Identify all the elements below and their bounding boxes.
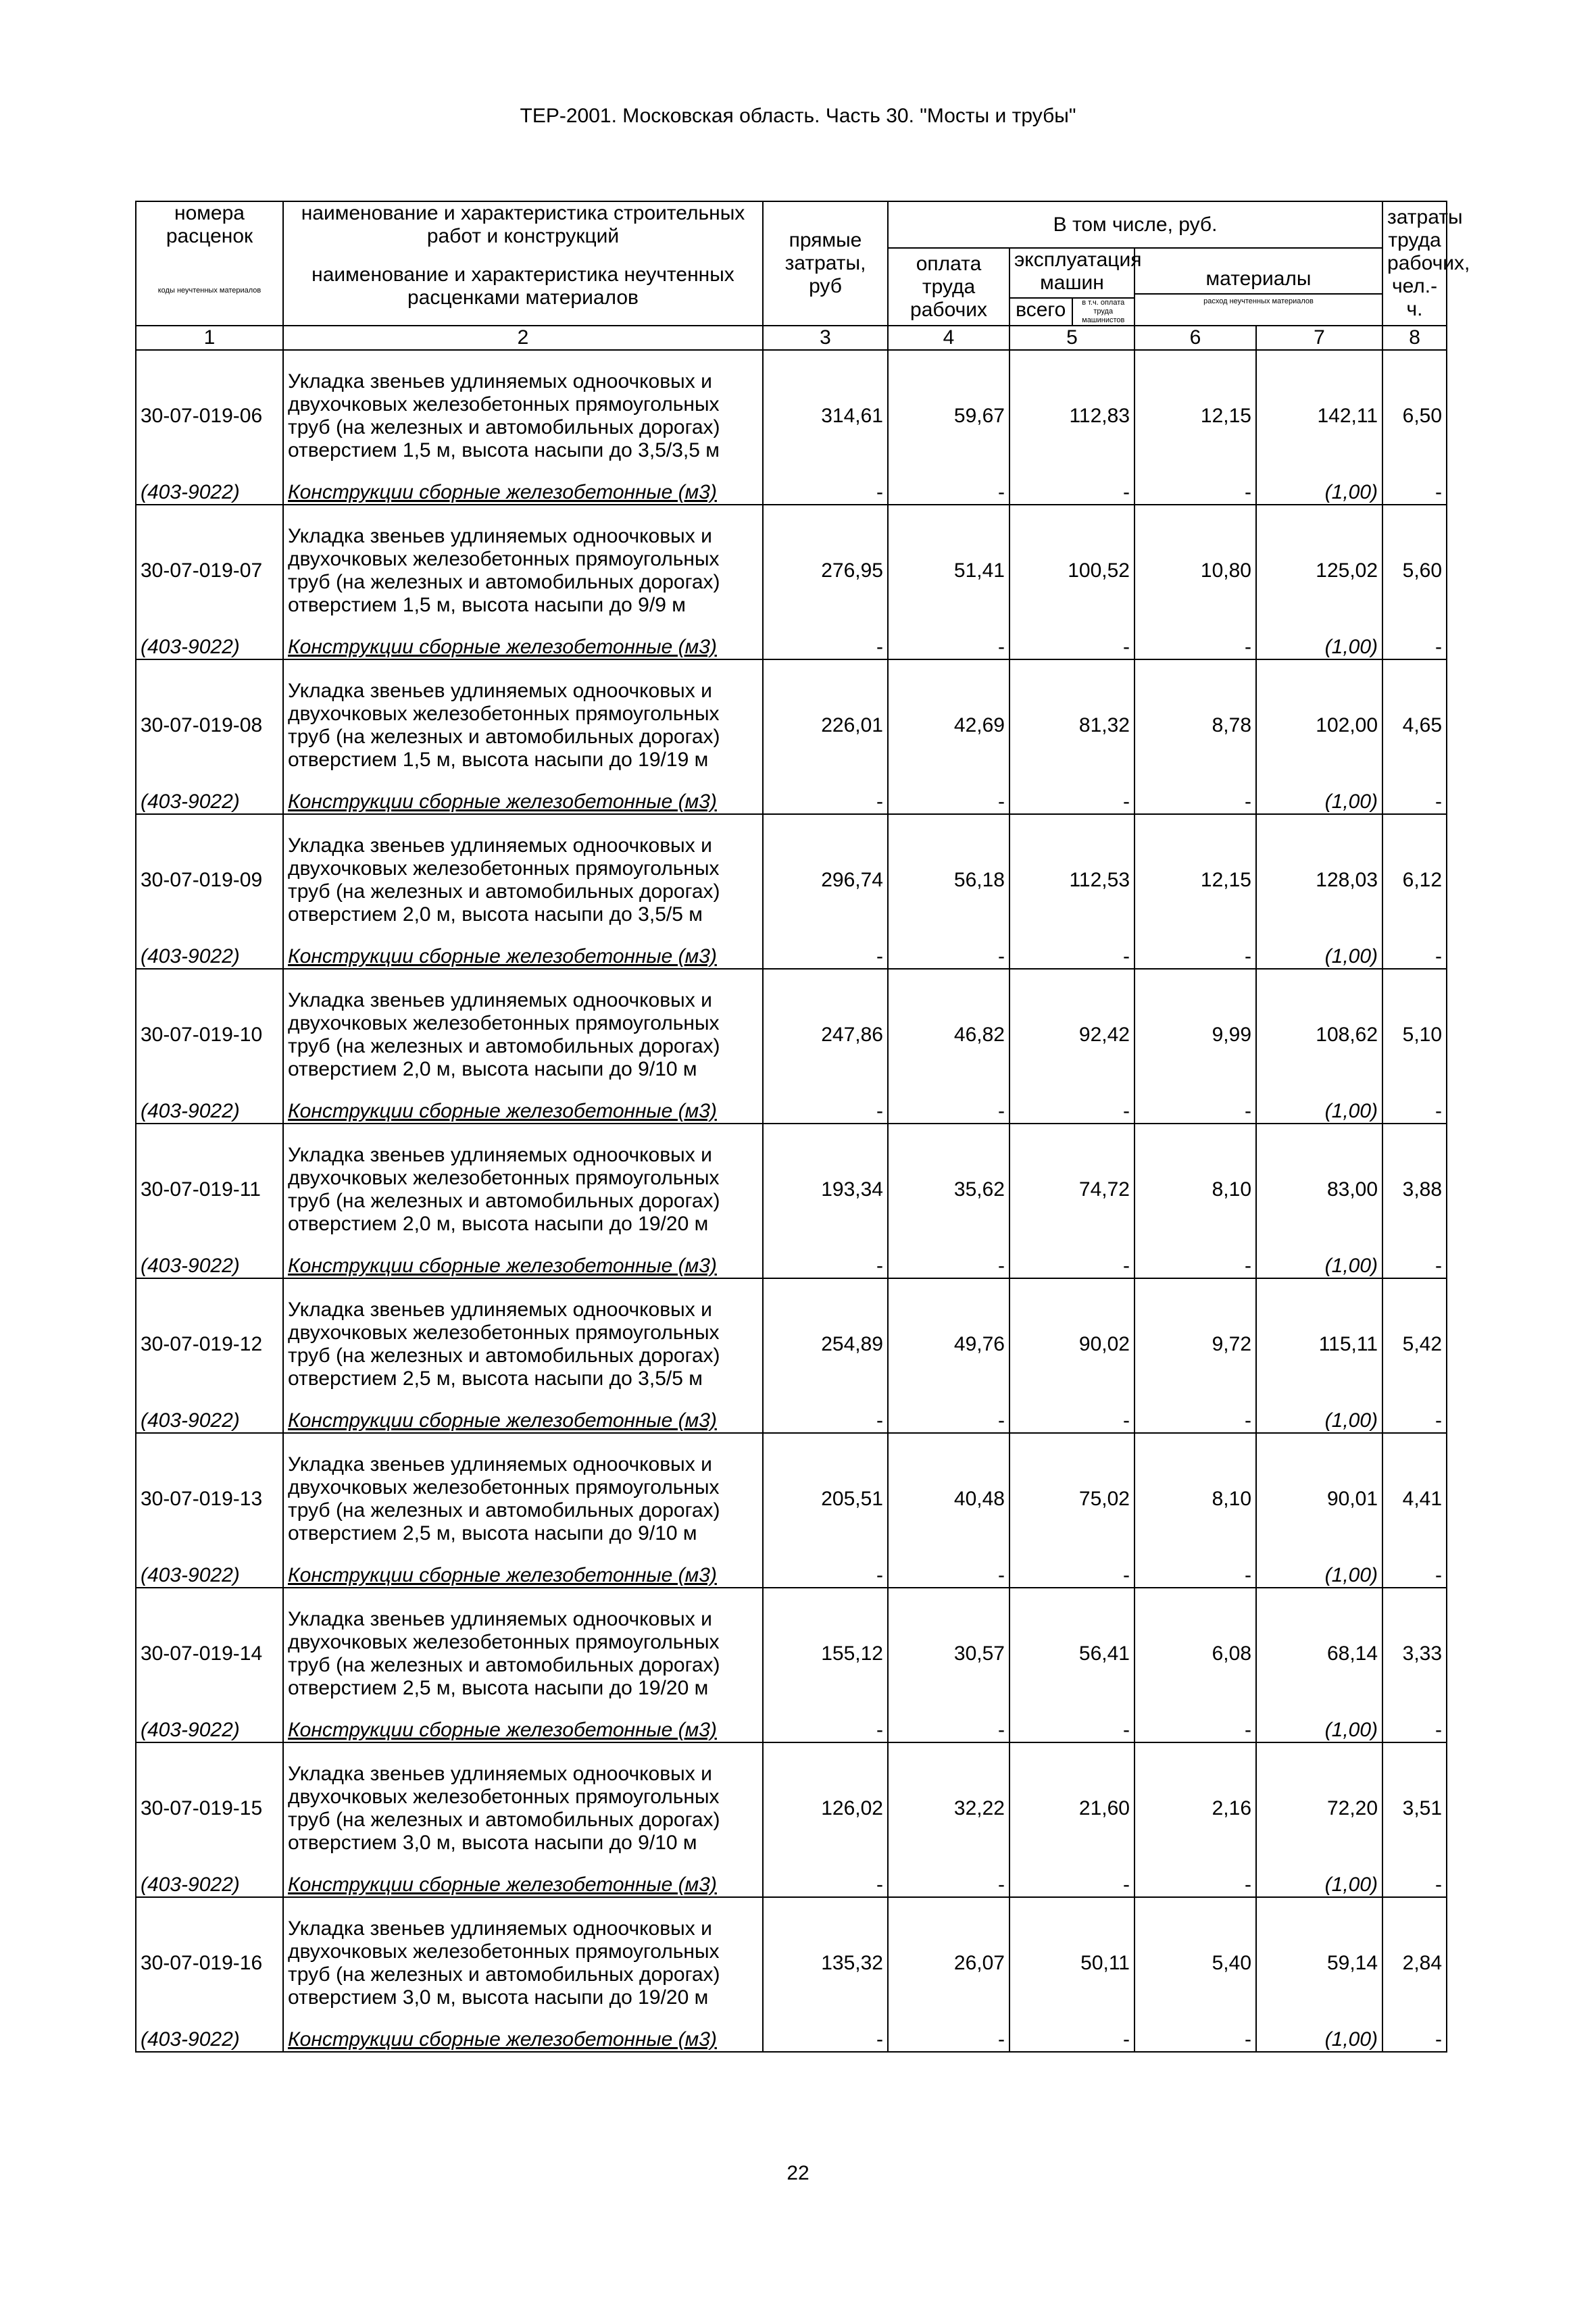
material-usage: (1,00)	[1256, 1719, 1382, 1742]
labor-hours: 3,33	[1382, 1588, 1447, 1719]
direct-costs: 226,01	[763, 659, 888, 790]
labor-hours: 6,50	[1382, 350, 1447, 481]
material-usage: (1,00)	[1256, 1564, 1382, 1588]
material-machinist: -	[1134, 1255, 1256, 1278]
material-machines: -	[1009, 1873, 1134, 1897]
rate-code: 30-07-019-07	[136, 505, 283, 636]
material-labor: -	[888, 1564, 1009, 1588]
material-direct: -	[763, 2028, 888, 2052]
material-machinist: -	[1134, 636, 1256, 659]
labor-pay: 35,62	[888, 1124, 1009, 1255]
material-hours: -	[1382, 1873, 1447, 1897]
col-unlisted-codes	[136, 248, 283, 326]
direct-costs: 314,61	[763, 350, 888, 481]
material-direct: -	[763, 481, 888, 505]
material-hours: -	[1382, 481, 1447, 505]
labor-hours: 4,41	[1382, 1433, 1447, 1564]
material-machines: -	[1009, 1409, 1134, 1433]
col-num: 2	[283, 326, 763, 350]
rates-table	[135, 201, 1470, 2053]
col-num: 4	[888, 326, 1009, 350]
direct-costs: 135,32	[763, 1897, 888, 2028]
material-usage: (1,00)	[1256, 1100, 1382, 1124]
rate-row	[136, 1897, 1447, 2028]
machinist-pay: 2,16	[1134, 1742, 1256, 1873]
materials: 142,11	[1256, 350, 1382, 481]
material-machines: -	[1009, 1255, 1134, 1278]
col-labor-hours: затраты труда рабочих, чел.-ч.	[1382, 201, 1447, 326]
rate-description: Укладка звеньев удлиняемых одноочковых и двухочковых железобетонных прямоугольных труб (на железных и автомобильных дорогах) отверстием 2,5 м, высота насыпи до 19/20 м	[283, 1588, 763, 1719]
material-direct: -	[763, 1564, 888, 1588]
materials: 59,14	[1256, 1897, 1382, 2028]
material-name: Конструкции сборные железобетонные (м3)	[283, 1564, 763, 1588]
material-machines: -	[1009, 2028, 1134, 2052]
material-machines: -	[1009, 481, 1134, 505]
material-machinist: -	[1134, 945, 1256, 969]
material-machines: -	[1009, 790, 1134, 814]
material-code: (403-9022)	[136, 1100, 283, 1124]
rate-row	[136, 505, 1447, 636]
rate-description: Укладка звеньев удлиняемых одноочковых и двухочковых железобетонных прямоугольных труб (на железных и автомобильных дорогах) отверстием 1,5 м, высота насыпи до 3,5/3,5 м	[283, 350, 763, 481]
material-row	[136, 945, 1447, 969]
rate-description: Укладка звеньев удлиняемых одноочковых и двухочковых железобетонных прямоугольных труб (на железных и автомобильных дорогах) отверстием 2,0 м, высота насыпи до 3,5/5 м	[283, 814, 763, 945]
col-unlisted-codes-label: коды неучтенных материалов	[157, 286, 261, 295]
material-usage: (1,00)	[1256, 1873, 1382, 1897]
material-name: Конструкции сборные железобетонные (м3)	[283, 1409, 763, 1433]
labor-pay: 46,82	[888, 969, 1009, 1100]
labor-pay: 40,48	[888, 1433, 1009, 1564]
material-hours: -	[1382, 1564, 1447, 1588]
material-machinist: -	[1134, 1873, 1256, 1897]
col-num: 3	[763, 326, 888, 350]
machinist-pay: 12,15	[1134, 814, 1256, 945]
direct-costs: 254,89	[763, 1278, 888, 1409]
material-usage: (1,00)	[1256, 1409, 1382, 1433]
material-direct: -	[763, 1100, 888, 1124]
direct-costs: 155,12	[763, 1588, 888, 1719]
labor-hours: 3,51	[1382, 1742, 1447, 1873]
rate-code: 30-07-019-10	[136, 969, 283, 1100]
rate-code: 30-07-019-13	[136, 1433, 283, 1564]
material-usage: (1,00)	[1256, 945, 1382, 969]
material-code: (403-9022)	[136, 1409, 283, 1433]
labor-pay: 32,22	[888, 1742, 1009, 1873]
material-labor: -	[888, 1409, 1009, 1433]
labor-hours: 2,84	[1382, 1897, 1447, 2028]
col-machines	[1009, 248, 1142, 326]
material-machinist: -	[1134, 1409, 1256, 1433]
header-row-1	[136, 201, 1447, 248]
material-name: Конструкции сборные железобетонные (м3)	[283, 636, 763, 659]
machines-total: 112,53	[1009, 814, 1134, 945]
material-hours: -	[1382, 1409, 1447, 1433]
labor-hours: 3,88	[1382, 1124, 1447, 1255]
material-direct: -	[763, 636, 888, 659]
machinist-pay: 5,40	[1134, 1897, 1256, 2028]
material-row	[136, 1564, 1447, 1588]
materials: 125,02	[1256, 505, 1382, 636]
material-code: (403-9022)	[136, 636, 283, 659]
rate-description: Укладка звеньев удлиняемых одноочковых и двухочковых железобетонных прямоугольных труб (на железных и автомобильных дорогах) отверстием 3,0 м, высота насыпи до 19/20 м	[283, 1897, 763, 2028]
material-name: Конструкции сборные железобетонные (м3)	[283, 1100, 763, 1124]
material-labor: -	[888, 1255, 1009, 1278]
col-machinist-pay: в т.ч. оплата труда машинистов	[1082, 299, 1125, 324]
machinist-pay: 10,80	[1134, 505, 1256, 636]
rate-description: Укладка звеньев удлиняемых одноочковых и двухочковых железобетонных прямоугольных труб (на железных и автомобильных дорогах) отверстием 2,0 м, высота насыпи до 19/20 м	[283, 1124, 763, 1255]
col-direct-costs: прямые затраты, руб	[763, 201, 888, 326]
labor-pay: 30,57	[888, 1588, 1009, 1719]
rate-code: 30-07-019-06	[136, 350, 283, 481]
col-num: 7	[1256, 326, 1382, 350]
rate-row	[136, 1278, 1447, 1409]
material-row	[136, 1255, 1447, 1278]
material-code: (403-9022)	[136, 1873, 283, 1897]
material-direct: -	[763, 1255, 888, 1278]
direct-costs: 205,51	[763, 1433, 888, 1564]
material-labor: -	[888, 1873, 1009, 1897]
material-row	[136, 1100, 1447, 1124]
page-number: 22	[787, 2162, 809, 2184]
material-direct: -	[763, 1719, 888, 1742]
machinist-pay: 8,10	[1134, 1124, 1256, 1255]
rate-code: 30-07-019-12	[136, 1278, 283, 1409]
materials: 72,20	[1256, 1742, 1382, 1873]
material-name: Конструкции сборные железобетонные (м3)	[283, 1873, 763, 1897]
material-machinist: -	[1134, 481, 1256, 505]
material-hours: -	[1382, 636, 1447, 659]
rate-row	[136, 1433, 1447, 1564]
material-usage: (1,00)	[1256, 2028, 1382, 2052]
labor-pay: 49,76	[888, 1278, 1009, 1409]
rate-description: Укладка звеньев удлиняемых одноочковых и двухочковых железобетонных прямоугольных труб (на железных и автомобильных дорогах) отверстием 1,5 м, высота насыпи до 9/9 м	[283, 505, 763, 636]
materials: 102,00	[1256, 659, 1382, 790]
col-rate-number: номера расценок	[136, 201, 283, 248]
labor-pay: 51,41	[888, 505, 1009, 636]
material-labor: -	[888, 481, 1009, 505]
material-code: (403-9022)	[136, 1255, 283, 1278]
materials: 115,11	[1256, 1278, 1382, 1409]
labor-pay: 56,18	[888, 814, 1009, 945]
col-work-name: наименование и характеристика строительных работ и конструкций	[283, 201, 763, 248]
materials: 108,62	[1256, 969, 1382, 1100]
rate-description: Укладка звеньев удлиняемых одноочковых и двухочковых железобетонных прямоугольных труб (на железных и автомобильных дорогах) отверстием 1,5 м, высота насыпи до 19/19 м	[283, 659, 763, 790]
machines-total: 75,02	[1009, 1433, 1134, 1564]
material-labor: -	[888, 636, 1009, 659]
col-num: 1	[136, 326, 283, 350]
material-direct: -	[763, 1873, 888, 1897]
material-machinist: -	[1134, 1564, 1256, 1588]
machines-total: 112,83	[1009, 350, 1134, 481]
material-name: Конструкции сборные железобетонные (м3)	[283, 1255, 763, 1278]
material-labor: -	[888, 2028, 1009, 2052]
header-numbers	[136, 326, 1447, 350]
col-materials	[1134, 248, 1382, 326]
rate-description: Укладка звеньев удлиняемых одноочковых и двухочковых железобетонных прямоугольных труб (на железных и автомобильных дорогах) отверстием 3,0 м, высота насыпи до 9/10 м	[283, 1742, 763, 1873]
rate-row	[136, 814, 1447, 945]
machines-total: 92,42	[1009, 969, 1134, 1100]
material-code: (403-9022)	[136, 1564, 283, 1588]
material-row	[136, 1409, 1447, 1433]
machinist-pay: 6,08	[1134, 1588, 1256, 1719]
col-materials-label: материалы	[1205, 268, 1312, 290]
material-name: Конструкции сборные железобетонные (м3)	[283, 2028, 763, 2052]
rate-code: 30-07-019-11	[136, 1124, 283, 1255]
materials: 128,03	[1256, 814, 1382, 945]
material-machines: -	[1009, 945, 1134, 969]
material-usage: (1,00)	[1256, 1255, 1382, 1278]
material-usage: (1,00)	[1256, 790, 1382, 814]
rate-description: Укладка звеньев удлиняемых одноочковых и двухочковых железобетонных прямоугольных труб (на железных и автомобильных дорогах) отверстием 2,5 м, высота насыпи до 3,5/5 м	[283, 1278, 763, 1409]
materials: 83,00	[1256, 1124, 1382, 1255]
material-machines: -	[1009, 1564, 1134, 1588]
rows-body	[136, 350, 1447, 2052]
material-machinist: -	[1134, 1719, 1256, 1742]
material-hours: -	[1382, 1255, 1447, 1278]
col-unlisted-name: наименование и характеристика неучтенных расценками материалов	[283, 248, 763, 326]
material-usage: (1,00)	[1256, 481, 1382, 505]
rate-row	[136, 350, 1447, 481]
material-hours: -	[1382, 1719, 1447, 1742]
material-machines: -	[1009, 636, 1134, 659]
material-row	[136, 481, 1447, 505]
material-name: Конструкции сборные железобетонные (м3)	[283, 1719, 763, 1742]
col-unlisted-use: расход неучтенных материалов	[1135, 293, 1382, 306]
rate-code: 30-07-019-09	[136, 814, 283, 945]
machinist-pay: 9,72	[1134, 1278, 1256, 1409]
col-machines-sub	[1010, 297, 1134, 325]
machines-total: 50,11	[1009, 1897, 1134, 2028]
machines-total: 81,32	[1009, 659, 1134, 790]
material-machinist: -	[1134, 790, 1256, 814]
material-hours: -	[1382, 2028, 1447, 2052]
material-labor: -	[888, 945, 1009, 969]
labor-pay: 59,67	[888, 350, 1009, 481]
labor-hours: 6,12	[1382, 814, 1447, 945]
material-usage: (1,00)	[1256, 636, 1382, 659]
material-labor: -	[888, 790, 1009, 814]
col-machines-total: всего	[1010, 299, 1073, 325]
rate-description: Укладка звеньев удлиняемых одноочковых и двухочковых железобетонных прямоугольных труб (на железных и автомобильных дорогах) отверстием 2,0 м, высота насыпи до 9/10 м	[283, 969, 763, 1100]
material-direct: -	[763, 790, 888, 814]
machines-total: 56,41	[1009, 1588, 1134, 1719]
material-row	[136, 1719, 1447, 1742]
col-including: В том числе, руб.	[888, 201, 1382, 248]
material-code: (403-9022)	[136, 481, 283, 505]
labor-pay: 42,69	[888, 659, 1009, 790]
material-machines: -	[1009, 1100, 1134, 1124]
materials: 68,14	[1256, 1588, 1382, 1719]
machines-total: 21,60	[1009, 1742, 1134, 1873]
col-num: 5	[1009, 326, 1134, 350]
direct-costs: 276,95	[763, 505, 888, 636]
material-hours: -	[1382, 790, 1447, 814]
material-code: (403-9022)	[136, 1719, 283, 1742]
material-row	[136, 636, 1447, 659]
machinist-pay: 12,15	[1134, 350, 1256, 481]
rate-description: Укладка звеньев удлиняемых одноочковых и двухочковых железобетонных прямоугольных труб (на железных и автомобильных дорогах) отверстием 2,5 м, высота насыпи до 9/10 м	[283, 1433, 763, 1564]
machines-total: 74,72	[1009, 1124, 1134, 1255]
material-labor: -	[888, 1719, 1009, 1742]
rate-code: 30-07-019-14	[136, 1588, 283, 1719]
labor-pay: 26,07	[888, 1897, 1009, 2028]
rate-code: 30-07-019-08	[136, 659, 283, 790]
material-row	[136, 790, 1447, 814]
material-code: (403-9022)	[136, 790, 283, 814]
rate-row	[136, 659, 1447, 790]
machinist-pay: 8,78	[1134, 659, 1256, 790]
rate-row	[136, 1124, 1447, 1255]
materials: 90,01	[1256, 1433, 1382, 1564]
material-row	[136, 2028, 1447, 2052]
material-machinist: -	[1134, 2028, 1256, 2052]
material-direct: -	[763, 1409, 888, 1433]
labor-hours: 5,42	[1382, 1278, 1447, 1409]
material-row	[136, 1873, 1447, 1897]
machines-total: 90,02	[1009, 1278, 1134, 1409]
material-machinist: -	[1134, 1100, 1256, 1124]
direct-costs: 247,86	[763, 969, 888, 1100]
col-labor-pay: оплата труда рабочих	[888, 248, 1009, 326]
rate-code: 30-07-019-15	[136, 1742, 283, 1873]
material-labor: -	[888, 1100, 1009, 1124]
labor-hours: 5,10	[1382, 969, 1447, 1100]
machinist-pay: 8,10	[1134, 1433, 1256, 1564]
material-hours: -	[1382, 945, 1447, 969]
machinist-pay: 9,99	[1134, 969, 1256, 1100]
material-code: (403-9022)	[136, 2028, 283, 2052]
machines-total: 100,52	[1009, 505, 1134, 636]
material-name: Конструкции сборные железобетонные (м3)	[283, 945, 763, 969]
rate-row	[136, 969, 1447, 1100]
col-num: 8	[1382, 326, 1447, 350]
rate-row	[136, 1742, 1447, 1873]
rate-code: 30-07-019-16	[136, 1897, 283, 2028]
col-machines-label: эксплуатация машин	[1014, 249, 1142, 294]
col-num: 6	[1134, 326, 1256, 350]
direct-costs: 296,74	[763, 814, 888, 945]
material-code: (403-9022)	[136, 945, 283, 969]
material-hours: -	[1382, 1100, 1447, 1124]
labor-hours: 5,60	[1382, 505, 1447, 636]
labor-hours: 4,65	[1382, 659, 1447, 790]
page-title: ТЕР-2001. Московская область. Часть 30. "Мосты и трубы"	[520, 105, 1076, 127]
direct-costs: 193,34	[763, 1124, 888, 1255]
material-name: Конструкции сборные железобетонные (м3)	[283, 790, 763, 814]
rate-row	[136, 1588, 1447, 1719]
material-name: Конструкции сборные железобетонные (м3)	[283, 481, 763, 505]
material-direct: -	[763, 945, 888, 969]
material-machines: -	[1009, 1719, 1134, 1742]
direct-costs: 126,02	[763, 1742, 888, 1873]
